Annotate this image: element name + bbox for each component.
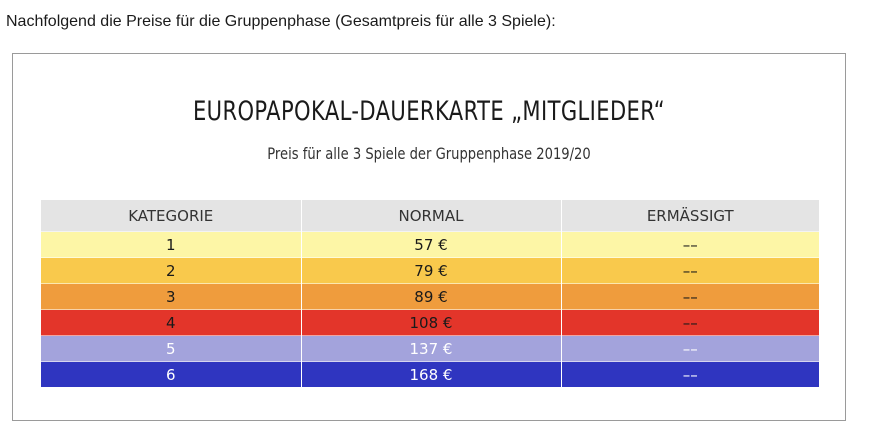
cell-normal: 57 € — [301, 232, 561, 258]
cell-normal: 79 € — [301, 258, 561, 284]
cell-reduced: –– — [561, 362, 819, 388]
table-row — [41, 284, 819, 310]
cell-normal: 89 € — [301, 284, 561, 310]
header-reduced: ERMÄSSIGT — [561, 200, 819, 232]
table-row — [41, 232, 819, 258]
cell-category: 4 — [41, 310, 301, 336]
cell-normal: 137 € — [301, 336, 561, 362]
table-row — [41, 362, 819, 388]
cell-reduced: –– — [561, 310, 819, 336]
cell-category: 6 — [41, 362, 301, 388]
cell-reduced: –– — [561, 258, 819, 284]
header-normal: NORMAL — [301, 200, 561, 232]
table-row — [41, 310, 819, 336]
cell-reduced: –– — [561, 232, 819, 258]
table-header-row — [41, 200, 819, 232]
cell-category: 5 — [41, 336, 301, 362]
cell-category: 3 — [41, 284, 301, 310]
price-table — [41, 200, 819, 387]
table-row — [41, 336, 819, 362]
table-row — [41, 258, 819, 284]
intro-text: Nachfolgend die Preise für die Gruppenphase (Gesamtpreis für alle 3 Spiele): — [6, 13, 556, 30]
card-subtitle: Preis für alle 3 Spiele der Gruppenphase 2019/20 — [267, 144, 591, 163]
cell-normal: 168 € — [301, 362, 561, 388]
cell-reduced: –– — [561, 284, 819, 310]
header-category: KATEGORIE — [41, 200, 301, 232]
cell-normal: 108 € — [301, 310, 561, 336]
cell-reduced: –– — [561, 336, 819, 362]
card-title: EUROPAPOKAL-DAUERKARTE „MITGLIEDER“ — [192, 96, 666, 127]
cell-category: 2 — [41, 258, 301, 284]
price-card — [12, 53, 846, 421]
cell-category: 1 — [41, 232, 301, 258]
